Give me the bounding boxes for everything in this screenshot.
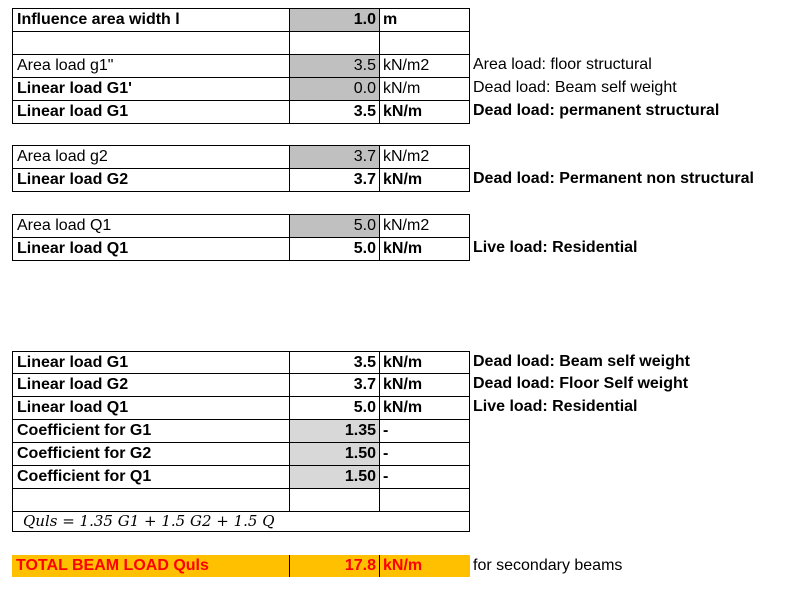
summary-q1-row [12,396,470,419]
linear-load-q1-note: Live load: Residential [473,239,638,256]
coef-g1-value[interactable]: 1.35 [290,420,380,442]
linear-load-g2-row [12,168,470,192]
coef-g1-row [12,419,470,442]
linear-load-g1-unit: kN/m [380,101,470,123]
summary-g2-value: 3.7 [290,374,380,396]
linear-load-q1-row [12,237,470,261]
empty-cell[interactable] [380,489,470,511]
total-beam-load-row [12,555,470,577]
area-load-g1-note: Area load: floor structural [473,56,652,73]
total-beam-load-label: TOTAL BEAM LOAD Quls [12,555,290,577]
linear-load-g1-row [12,100,470,124]
summary-g1-label: Linear load G1 [12,352,290,374]
total-beam-load-unit: kN/m [380,555,470,577]
coef-q1-value[interactable]: 1.50 [290,466,380,488]
linear-load-g1-prime-note: Dead load: Beam self weight [473,79,677,96]
empty-cell[interactable] [290,489,380,511]
coef-q1-label: Coefficient for Q1 [12,466,290,488]
linear-load-q1-label: Linear load Q1 [12,238,290,260]
summary-g1-row [12,351,470,374]
coef-g1-label: Coefficient for G1 [12,420,290,442]
summary-q1-note: Live load: Residential [473,398,638,415]
coef-g2-value[interactable]: 1.50 [290,443,380,465]
coef-q1-row [12,465,470,488]
influence-width-unit: m [380,9,470,31]
summary-g1-value: 3.5 [290,352,380,374]
summary-g1-note: Dead load: Beam self weight [473,353,690,370]
coef-g2-unit: - [380,443,470,465]
influence-width-value[interactable]: 1.0 [290,9,380,31]
coef-g2-row [12,442,470,465]
summary-q1-unit: kN/m [380,397,470,419]
empty-cell[interactable] [380,32,470,54]
linear-load-q1-unit: kN/m [380,238,470,260]
area-load-g1-unit: kN/m2 [380,55,470,77]
area-load-q1-label: Area load Q1 [12,215,290,237]
summary-q1-value: 5.0 [290,397,380,419]
area-load-g2-value[interactable]: 3.7 [290,146,380,168]
empty-cell[interactable] [12,32,290,54]
summary-g2-unit: kN/m [380,374,470,396]
summary-g2-label: Linear load G2 [12,374,290,396]
area-load-g2-row [12,145,470,168]
area-load-g1-row [12,54,470,77]
influence-width-row [12,8,470,31]
linear-load-g1-value: 3.5 [290,101,380,123]
coef-g2-label: Coefficient for G2 [12,443,290,465]
quls-formula: Quls = 1.35 G1 + 1.5 G2 + 1.5 Q [12,510,470,532]
area-load-q1-unit: kN/m2 [380,215,470,237]
linear-load-g2-label: Linear load G2 [12,169,290,191]
area-load-q1-value[interactable]: 5.0 [290,215,380,237]
coef-q1-unit: - [380,466,470,488]
empty-cell[interactable] [290,32,380,54]
summary-q1-label: Linear load Q1 [12,397,290,419]
total-beam-load-note: for secondary beams [473,557,623,574]
area-load-g2-unit: kN/m2 [380,146,470,168]
area-load-g1-label: Area load g1" [12,55,290,77]
linear-load-g1-prime-value[interactable]: 0.0 [290,78,380,100]
total-beam-load-value: 17.8 [290,555,380,577]
summary-g2-note: Dead load: Floor Self weight [473,375,689,392]
area-load-g1-value[interactable]: 3.5 [290,55,380,77]
linear-load-g1-prime-label: Linear load G1' [12,78,290,100]
linear-load-g1-label: Linear load G1 [12,101,290,123]
empty-cell[interactable] [12,489,290,511]
empty-row [12,488,470,512]
linear-load-q1-value: 5.0 [290,238,380,260]
coef-g1-unit: - [380,420,470,442]
linear-load-g1-note: Dead load: permanent structural [473,102,720,119]
area-load-g2-label: Area load g2 [12,146,290,168]
linear-load-g2-value: 3.7 [290,169,380,191]
empty-row [12,31,470,55]
summary-g2-row [12,373,470,396]
influence-width-label: Influence area width l [12,9,290,31]
linear-load-g1-prime-unit: kN/m [380,78,470,100]
linear-load-g2-note: Dead load: Permanent non structural [473,170,754,187]
linear-load-g2-unit: kN/m [380,169,470,191]
area-load-q1-row [12,214,470,237]
linear-load-g1-prime-row [12,77,470,100]
summary-g1-unit: kN/m [380,352,470,374]
